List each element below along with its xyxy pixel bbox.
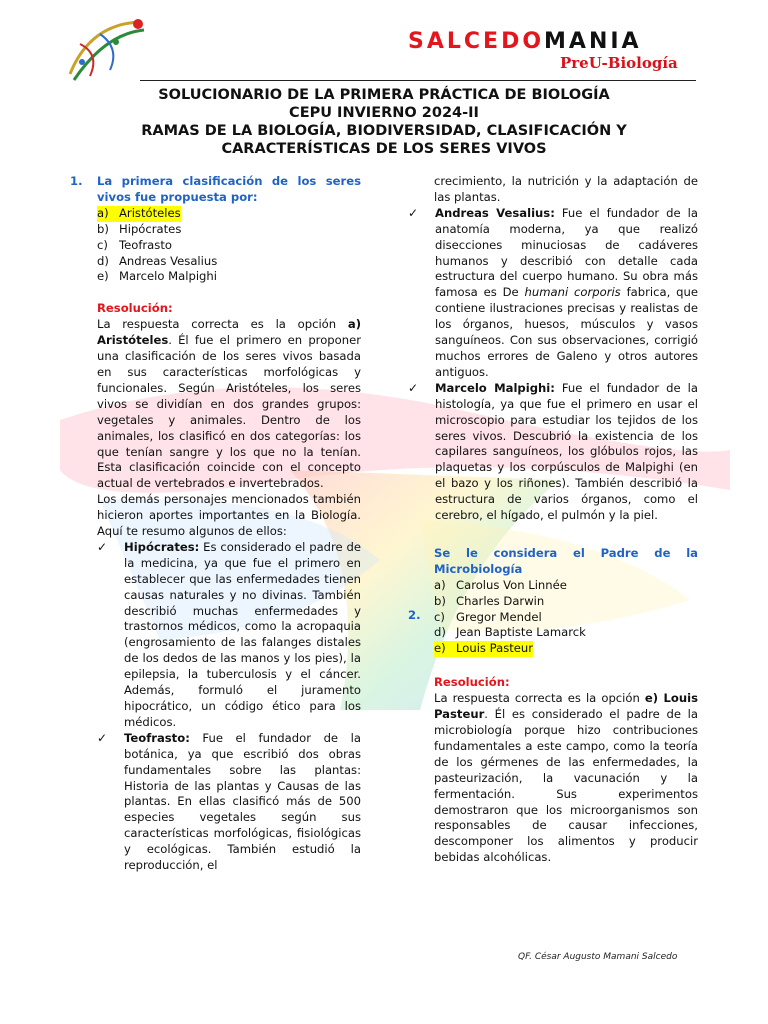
resolution-body: . Él es considerado el padre de la microbiología porque hizo contribuciones fundamentales a este campo, como la teoría de los gérmenes de las enfermedades, la pasteurización, la vacunación y la fermentación. Sus experimentos demostraron que los microorganismos son responsables de causar infecciones, descomponer los alimentos y producir bebidas alcohólicas. [434, 707, 698, 865]
check-icon: ✓ [97, 539, 108, 554]
question-1-text: La primera clasificación de los seres vivos fue propuesta por: [97, 174, 361, 204]
list-item [97, 730, 361, 874]
option-text: Charles Darwin [456, 593, 545, 608]
item-name: Teofrasto: [124, 730, 190, 745]
option-text: Louis Pasteur [456, 641, 534, 656]
option-text: Marcelo Malpighi [119, 269, 217, 284]
question-2-number: 2. [408, 608, 421, 622]
resolution-body: . Él fue el primero en proponer una clasificación de los seres vivos basada en sus características morfológicas y funcionales. Según Aristóteles, los seres vivos se dividían en dos grandes grupos: vegetales y animales. Dentro de los animales, los clasificó en dos categorías: los que tenían sangre y los que no la tenían. Esta clasificación coincide con el concepto actual de vertebrados e invertebrados. [97, 333, 361, 491]
right-column [408, 174, 698, 866]
item-name: Andreas Vesalius: [435, 205, 555, 220]
option-letter: b) [434, 593, 446, 608]
list-item [408, 380, 698, 524]
option-text: Gregor Mendel [456, 609, 542, 624]
dna-logo-icon [60, 14, 150, 86]
resolution-intro: La respuesta correcta es la opción [434, 691, 645, 706]
resolution-others: Los demás personajes mencionados también hicieron aportes importantes en la Biología. Aquí te resumo algunos de ellos: [97, 492, 361, 539]
item-text: Fue el fundador de la botánica, ya que escribió dos obras fundamentales sobre las plantas: Historia de las plantas y Causas de las plantas. En ellas clasificó más de 500 especies vegetales según sus características morfológicas, fisiológicas y ecológicas. También estudió la reproducción, el [124, 730, 361, 873]
item-text: Es considerado el padre de la medicina, ya que fue el primero en establecer que las enfermedades tienen causas naturales y no divinas. También describió muchas enfermedades y trastornos médicos, como la acropaquia (engrosamiento de las falanges distales de los dedos de las manos y los pies), la epilepsia, la tuberculosis y el cáncer. Además, formuló el juramento hipocrático, un código ético para los médicos. [124, 539, 361, 729]
option-b [97, 222, 361, 238]
check-icon: ✓ [408, 380, 419, 395]
item-text: Fue el fundador de la histología, ya que fue el primero en usar el microscopio para estudiar los tejidos de los seres vivos. Descubrió la existencia de los capilares sanguíneos, los glóbulos rojos, las plaquetas y los corpúsculos de Malpighi (en el bazo y los riñones). También describió la estructura de varios órganos, como el cerebro, el hígado, el pulmón y la piel. [435, 380, 698, 523]
check-icon: ✓ [408, 205, 419, 220]
resolution-answer: e) Louis Pasteur [434, 691, 698, 722]
question-2-text: Se le considera el Padre de la Microbiología [434, 545, 698, 576]
option-letter: e) [434, 641, 456, 657]
option-text: Andreas Vesalius [119, 253, 218, 268]
teofrasto-continuation: crecimiento, la nutrición y la adaptación de las plantas. [434, 174, 698, 204]
item-name: Hipócrates: [124, 539, 200, 554]
resolution-answer: a) Aristóteles [97, 317, 361, 348]
option-text: Teofrasto [119, 237, 172, 252]
footer-author: QF. César Augusto Mamani Salcedo [518, 952, 678, 962]
option-a [434, 578, 698, 594]
option-text: Carolus Von Linnée [456, 577, 567, 592]
list-item [408, 205, 698, 381]
question-2-options [434, 578, 698, 658]
option-letter: e) [97, 269, 109, 284]
brand-part-2: MANIA [544, 29, 642, 54]
option-d [434, 625, 698, 641]
resolution-heading: Resolución: [434, 675, 510, 690]
option-c [97, 238, 361, 254]
option-letter: d) [97, 253, 109, 268]
option-letter: c) [97, 237, 108, 252]
page-title [70, 86, 698, 158]
option-letter: c) [434, 609, 445, 624]
item-text: fabrica, que contiene ilustraciones precisas y realistas de los órganos, huesos, músculos y vasos sanguíneos. Con sus observaciones, corrigió muchos errores de Galeno y otros autores antiguos. [435, 285, 698, 379]
option-letter: a) [97, 206, 119, 222]
option-text: Hipócrates [119, 221, 182, 236]
brand-part-1: SALCEDO [408, 29, 545, 54]
personajes-list-cont [408, 205, 698, 524]
title-line-2: CEPU INVIERNO 2024-II [289, 105, 479, 121]
left-column [97, 174, 361, 874]
title-line-1: SOLUCIONARIO DE LA PRIMERA PRÁCTICA DE BIOLOGÍA [158, 87, 610, 103]
item-italic: humani corporis [524, 285, 621, 300]
question-1-number: 1. [70, 174, 83, 188]
option-text: Jean Baptiste Lamarck [456, 625, 586, 640]
resolution-text [434, 691, 698, 866]
option-d [97, 254, 361, 270]
header-rule [140, 80, 696, 81]
list-item [97, 539, 361, 731]
option-c [434, 610, 698, 626]
item-name: Marcelo Malpighi: [435, 380, 555, 395]
option-letter: d) [434, 625, 446, 640]
option-letter: b) [97, 221, 109, 236]
personajes-list [97, 540, 361, 874]
option-text: Aristóteles [119, 205, 181, 220]
title-line-4: CARACTERÍSTICAS DE LOS SERES VIVOS [221, 141, 547, 157]
title-line-3: RAMAS DE LA BIOLOGÍA, BIODIVERSIDAD, CLASIFICACIÓN Y [141, 123, 627, 139]
option-e [97, 269, 361, 285]
brand-logo [408, 30, 642, 54]
option-letter: a) [434, 577, 446, 592]
check-icon: ✓ [97, 730, 108, 745]
option-e [434, 641, 698, 657]
resolution-heading: Resolución: [97, 301, 173, 316]
resolution-text [97, 317, 361, 492]
option-a [97, 206, 361, 222]
item-text: Fue el fundador de la anatomía moderna, ya que realizó disecciones minuciosas de cadáveres humanos y describió con detalle cada estructura del cuerpo humano. Su obra más famosa es De [435, 205, 698, 300]
question-1-options [97, 206, 361, 286]
resolution-intro: La respuesta correcta es la opción [97, 317, 348, 332]
option-b [434, 594, 698, 610]
brand-subtitle: PreU-Biología [560, 54, 678, 72]
